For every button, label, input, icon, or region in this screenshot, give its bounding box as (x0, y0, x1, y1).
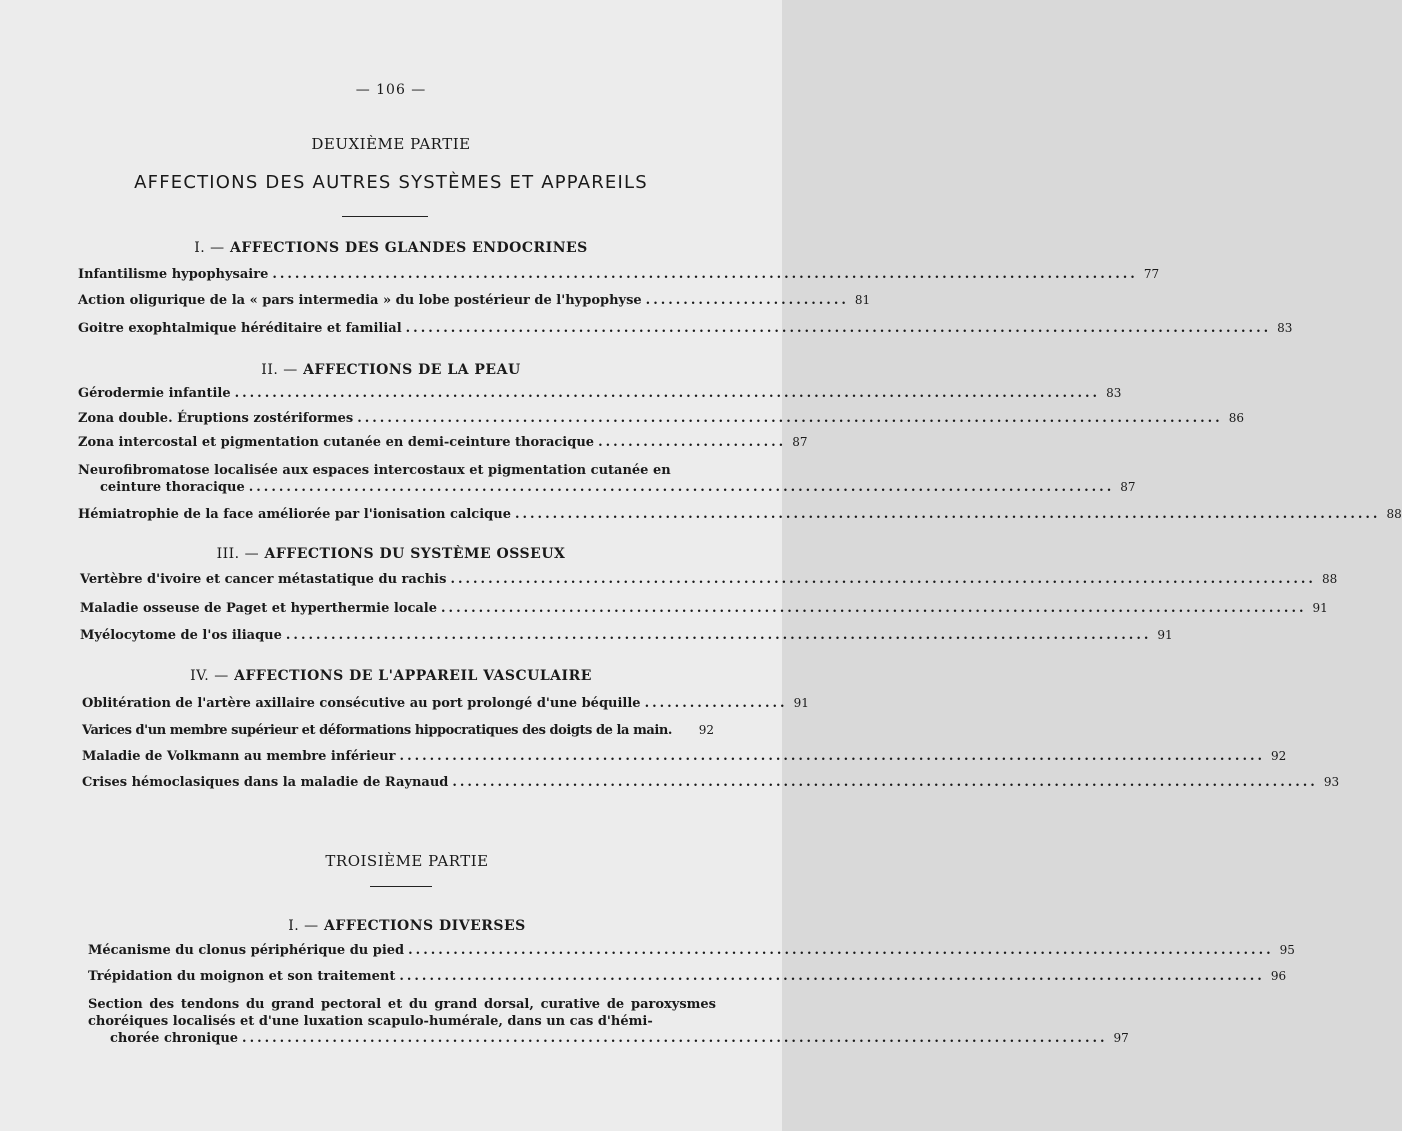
toc-entry[interactable]: Section des tendons du grand pectoral et du grand dorsal, curative de paroxysmes choréiques localisés et d'une luxation scapulo-humérale, dans un cas d'hémi- chorée chronique ................................................................................................................... 97 (88, 997, 1129, 1046)
section-number: I. — (194, 240, 225, 256)
section-number: II. — (261, 362, 298, 378)
toc-entry[interactable]: Maladie osseuse de Paget et hyperthermie locale ................................................................................................................... 91 (80, 601, 1328, 616)
entry-label: Maladie osseuse de Paget et hyperthermie locale (80, 601, 438, 616)
entry-page: 86 (1228, 411, 1244, 425)
divider-rule (370, 886, 432, 887)
toc-entry[interactable]: Infantilisme hypophysaire ................................................................................................................... 77 (78, 267, 1160, 282)
toc-entry[interactable] (82, 722, 714, 739)
section-label: AFFECTIONS DIVERSES (324, 918, 526, 934)
part-title: TROISIÈME PARTIE (325, 852, 489, 870)
section-number: III. — (216, 546, 260, 562)
entry-page: 91 (1312, 601, 1328, 615)
section-title (0, 362, 782, 378)
toc-entry[interactable]: Hémiatrophie de la face améliorée par l'ionisation calcique ................................................................................................................... 88 (78, 507, 1402, 522)
entry-label: Hémiatrophie de la face améliorée par l'ionisation calcique (78, 507, 511, 522)
entry-page: 92 (1271, 749, 1287, 763)
section-label: AFFECTIONS DE L'APPAREIL VASCULAIRE (234, 668, 592, 684)
entry-label: Gérodermie infantile (78, 386, 231, 401)
entry-page: 96 (1270, 969, 1287, 983)
entry-page: 87 (1120, 480, 1136, 494)
section-label: AFFECTIONS DES GLANDES ENDOCRINES (230, 240, 588, 256)
toc-entry[interactable]: Mécanisme du clonus périphérique du pied ................................................................................................................... 95 (88, 943, 1295, 958)
entry-label: Goitre exophtalmique héréditaire et familial (78, 321, 402, 336)
entry-label: Crises hémoclasiques dans la maladie de Raynaud (82, 775, 449, 790)
entry-page: 83 (1277, 321, 1293, 335)
section-title (0, 546, 782, 562)
entry-paragraph (88, 996, 716, 1030)
toc-entry[interactable]: Maladie de Volkmann au membre inférieur ................................................................................................................... 92 (82, 749, 1287, 764)
section-label: AFFECTIONS DE LA PEAU (303, 362, 521, 378)
section-title (16, 918, 798, 934)
entry-label: Mécanisme du clonus périphérique du pied (88, 943, 405, 958)
entry-page: 97 (1113, 1031, 1129, 1045)
toc-entry[interactable]: Action oligurique de la « pars intermedia » du lobe postérieur de l'hypophyse ........................... 81 (78, 293, 871, 308)
main-heading: AFFECTIONS DES AUTRES SYSTÈMES ET APPAREILS (134, 172, 648, 193)
entry-label: Maladie de Volkmann au membre inférieur (82, 749, 396, 764)
entry-page: 92 (698, 723, 714, 737)
toc-entry[interactable]: Zona double. Éruptions zostériformes ................................................................................................................... 86 (78, 411, 1244, 426)
entry-label: Zona double. Éruptions zostériformes (78, 411, 354, 426)
entry-label: Oblitération de l'artère axillaire consécutive au port prolongé d'une béquille (82, 696, 641, 711)
entry-page: 88 (1321, 572, 1338, 586)
entry-label: ceinture thoracique (100, 480, 245, 495)
section-number: I. — (288, 918, 319, 934)
part-title: DEUXIÈME PARTIE (311, 135, 471, 153)
divider-rule (342, 216, 428, 217)
entry-label: chorée chronique (110, 1031, 239, 1046)
entry-page: 87 (792, 435, 808, 449)
entry-label: Action oligurique de la « pars intermedia » du lobe postérieur de l'hypophyse (78, 293, 642, 308)
entry-label: Varices d'un membre supérieur et déformations hippocratiques des doigts de la main. (82, 723, 672, 738)
entry-label: Trépidation du moignon et son traitement (88, 969, 396, 984)
toc-entry[interactable]: Oblitération de l'artère axillaire consécutive au port prolongé d'une béquille ................... 91 (82, 696, 809, 711)
section-title (0, 240, 782, 256)
section-label: AFFECTIONS DU SYSTÈME OSSEUX (264, 546, 566, 562)
toc-entry[interactable]: Zona intercostal et pigmentation cutanée en demi-ceinture thoracique ......................... 87 (78, 435, 808, 450)
toc-entry[interactable]: Vertèbre d'ivoire et cancer métastatique du rachis ................................................................................................................... 88 (80, 572, 1338, 587)
page-number: — 106 — (355, 82, 427, 98)
toc-entry[interactable]: Trépidation du moignon et son traitement ................................................................................................................... 96 (88, 969, 1287, 984)
toc-entry[interactable]: Myélocytome de l'os iliaque ................................................................................................................... 91 (80, 628, 1173, 643)
section-title (0, 668, 782, 684)
entry-page: 91 (1157, 628, 1173, 642)
entry-label: Vertèbre d'ivoire et cancer métastatique du rachis (80, 572, 447, 587)
entry-page: 81 (854, 293, 871, 307)
toc-entry[interactable]: Crises hémoclasiques dans la maladie de Raynaud ................................................................................................................... 93 (82, 775, 1340, 790)
entry-line: Neurofibromatose localisée aux espaces intercostaux et pigmentation cutanée en (78, 463, 671, 478)
entry-page: 93 (1323, 775, 1340, 789)
entry-page: 95 (1279, 943, 1295, 957)
section-number: IV. — (190, 668, 229, 684)
entry-page: 77 (1143, 267, 1160, 281)
entry-label: Myélocytome de l'os iliaque (80, 628, 282, 643)
entry-text: Section des tendons du grand pectoral et du grand dorsal, curative de paroxysmes choréiques localisés et d'une luxation scapulo-humérale, dans un cas d'hémi- (88, 997, 716, 1029)
entry-page: 83 (1106, 386, 1122, 400)
toc-entry[interactable]: Gérodermie infantile ................................................................................................................... 83 (78, 386, 1122, 401)
entry-label: Infantilisme hypophysaire (78, 267, 269, 282)
toc-entry[interactable]: Neurofibromatose localisée aux espaces intercostaux et pigmentation cutanée en ceinture thoracique ................................................................................................................... 87 (78, 463, 1136, 495)
entry-page: 91 (793, 696, 809, 710)
entry-page: 88 (1386, 507, 1402, 521)
entry-label: Zona intercostal et pigmentation cutanée en demi-ceinture thoracique (78, 435, 595, 450)
toc-entry[interactable]: Goitre exophtalmique héréditaire et familial ................................................................................................................... 83 (78, 321, 1293, 336)
